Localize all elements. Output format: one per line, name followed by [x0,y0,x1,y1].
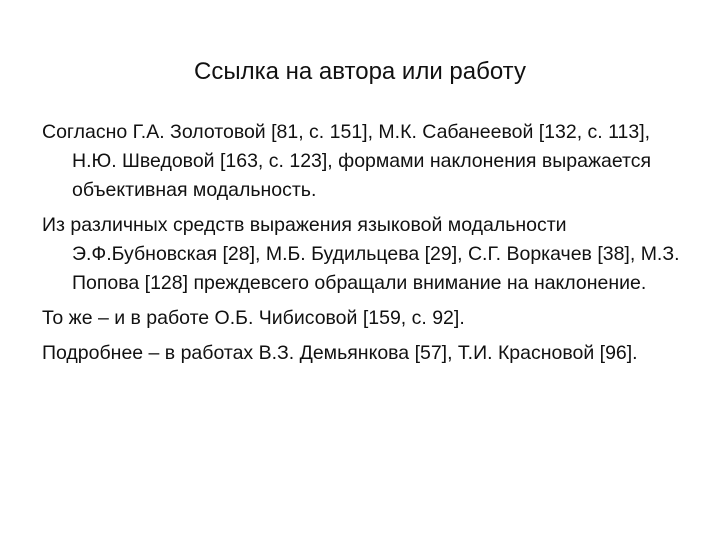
paragraph-chibisova-reference: То же – и в работе О.Б. Чибисовой [159, с. 92]. [42,307,465,329]
paragraph-bubnovskaya-reference: Из различных средств выражения языковой модальности Э.Ф.Бубновская [28], М.Б. Будильцева [29], С.Г. Воркачев [38], М.З. Попова [128] преждевсего обращали внимание на наклонение. [42,214,680,294]
slide-title: Ссылка на автора или работу [194,58,526,85]
paragraph-demyankov-reference: Подробнее – в работах В.З. Демьянкова [57], Т.И. Красновой [96]. [42,342,638,364]
body-text-list [42,118,682,374]
paragraph-zolotova-reference: Согласно Г.А. Золотовой [81, с. 151], М.К. Сабанеевой [132, с. 113], Н.Ю. Шведовой [163, с. 123], формами наклонения выражается объективная модальность. [42,121,652,201]
